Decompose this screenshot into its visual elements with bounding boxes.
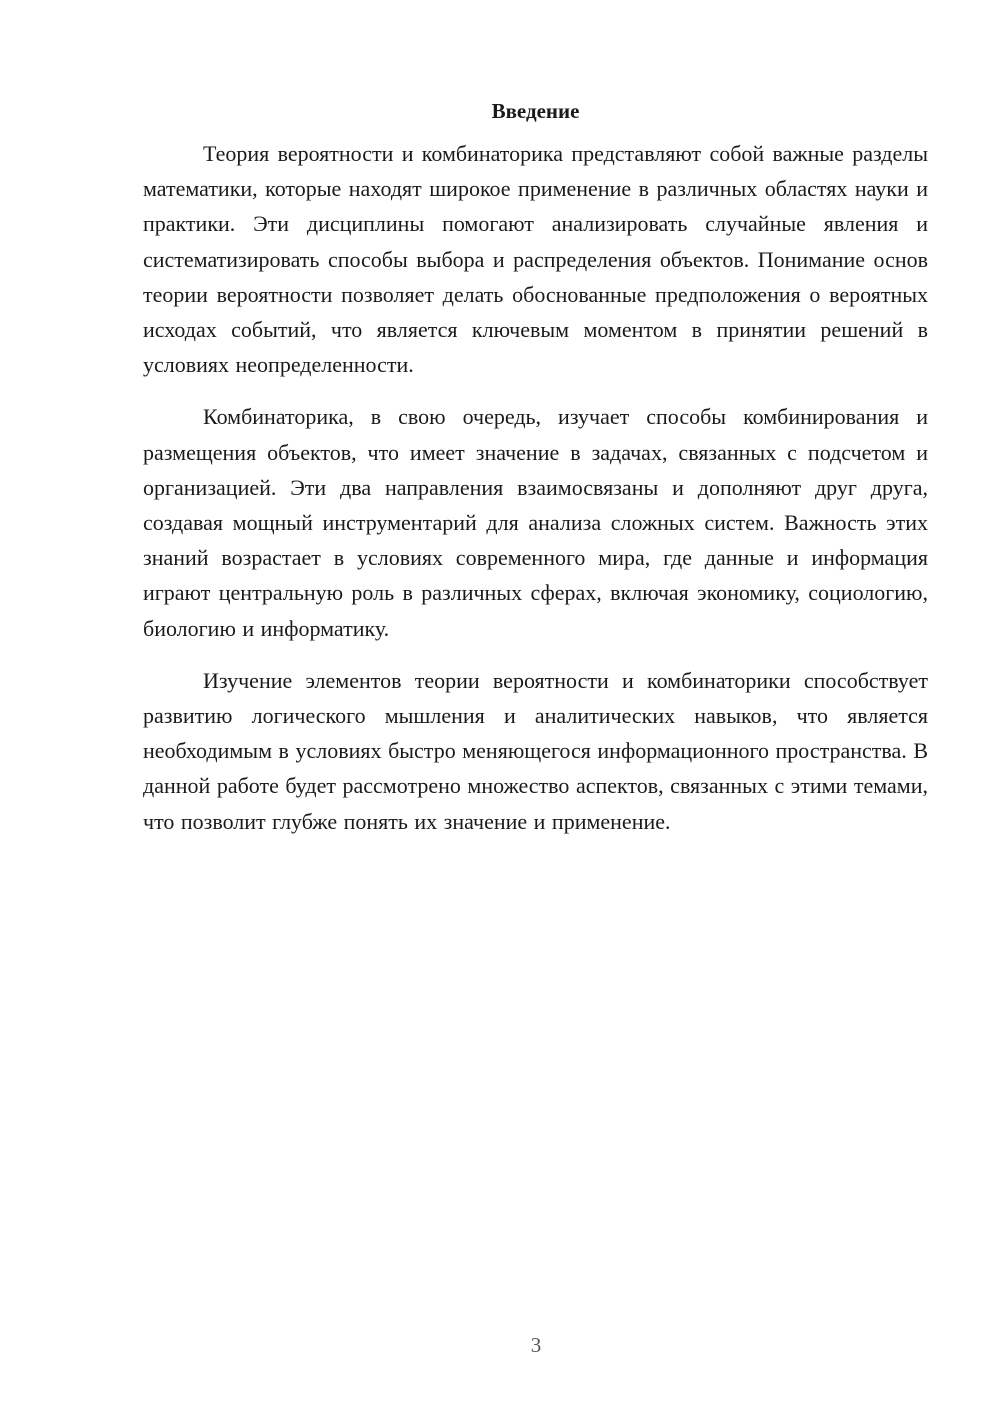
paragraph-1: Теория вероятности и комбинаторика представляют собой важные разделы математики, которые находят широкое применение в различных областях науки и практики. Эти дисциплины помогают анализировать случайные явления и систематизировать способы выбора и распределения объектов. Понимание основ теории вероятности позволяет делать обоснованные предположения о вероятных исходах событий, что является ключевым моментом в принятии решений в условиях неопределенности. (143, 141, 928, 378)
page-content (143, 92, 928, 856)
paragraph-2: Комбинаторика, в свою очередь, изучает способы комбинирования и размещения объектов, что имеет значение в задачах, связанных с подсчетом и организацией. Эти два направления взаимосвязаны и дополняют друг друга, создавая мощный инструментарий для анализа сложных систем. Важность этих знаний возрастает в условиях современного мира, где данные и информация играют центральную роль в различных сферах, включая экономику, социологию, биологию и информатику. (143, 404, 928, 641)
paragraph-3: Изучение элементов теории вероятности и комбинаторики способствует развитию логического мышления и аналитических навыков, что является необходимым в условиях быстро меняющегося информационного пространства. В данной работе будет рассмотрено множество аспектов, связанных с этими темами, что позволит глубже понять их значение и применение. (143, 667, 928, 834)
section-title: Введение (491, 99, 580, 123)
page-number: 3 (530, 1333, 542, 1357)
